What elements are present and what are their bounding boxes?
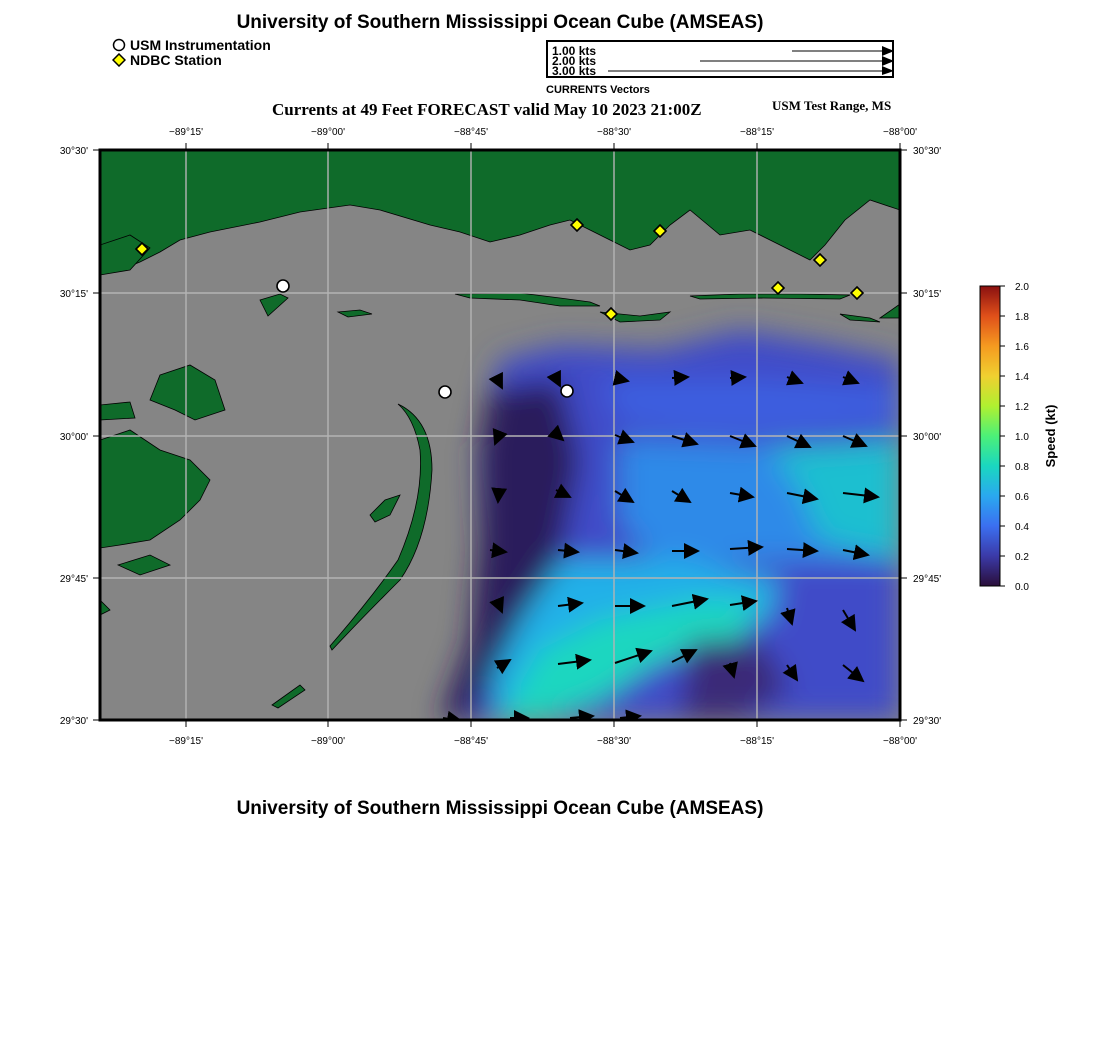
colorbar-tick: 0.6 (1015, 492, 1029, 503)
lon-tick-bottom: −88°15' (740, 736, 774, 747)
vector-key-caption: CURRENTS Vectors (546, 84, 650, 96)
usm-station (439, 386, 451, 398)
colorbar-tick: 1.6 (1015, 342, 1029, 353)
colorbar-gradient (980, 286, 1000, 586)
lon-tick-top: −88°15' (740, 127, 774, 138)
lon-tick-bottom: −89°15' (169, 736, 203, 747)
colorbar-tick: 1.8 (1015, 312, 1029, 323)
colorbar-tick: 0.2 (1015, 552, 1029, 563)
colorbar-tick: 0.4 (1015, 522, 1029, 533)
vector-key-1: 1.00 kts (552, 44, 597, 58)
lat-tick-right: 30°00' (913, 432, 942, 443)
vector-key-3: 3.00 kts (552, 64, 597, 78)
lon-tick-top: −88°00' (883, 127, 917, 138)
lat-tick-right: 30°30' (913, 146, 942, 157)
colorbar-tick: 2.0 (1015, 282, 1029, 293)
legend-usm-label: USM Instrumentation (130, 37, 271, 53)
map-subtitle: Currents at 49 Feet FORECAST valid May 10 2023 21:00Z (272, 100, 702, 119)
lat-tick-right: 29°30' (913, 716, 942, 727)
lat-tick-left: 30°00' (59, 432, 88, 443)
map-title: University of Southern Mississippi Ocean Cube (AMSEAS) (236, 12, 764, 33)
lat-tick-right: 29°45' (913, 574, 942, 585)
colorbar-tick: 1.0 (1015, 432, 1029, 443)
usm-station (277, 280, 289, 292)
vector (498, 490, 499, 502)
lon-tick-bottom: −88°45' (454, 736, 488, 747)
usm-station (561, 385, 573, 397)
lon-tick-bottom: −89°00' (311, 736, 345, 747)
map-area (100, 150, 900, 721)
vector-key-2: 2.00 kts (552, 54, 597, 68)
lat-tick-left: 29°30' (59, 716, 88, 727)
legend-ndbc-label: NDBC Station (130, 52, 222, 68)
colorbar-tick: 1.2 (1015, 402, 1029, 413)
lon-tick-top: −89°00' (311, 127, 345, 138)
lon-tick-top: −88°45' (454, 127, 488, 138)
colorbar-label: Speed (kt) (1043, 404, 1058, 468)
colorbar-tick: 0.0 (1015, 582, 1029, 593)
lon-tick-bottom: −88°30' (597, 736, 631, 747)
lat-tick-right: 30°15' (913, 289, 942, 300)
vector (672, 377, 688, 378)
colorbar-tick: 1.4 (1015, 372, 1029, 383)
speed-colorbar (980, 282, 1058, 593)
footer-title: University of Southern Mississippi Ocean Cube (AMSEAS) (236, 798, 764, 819)
lon-tick-bottom: −88°00' (883, 736, 917, 747)
lat-tick-left: 29°45' (59, 574, 88, 585)
region-label: USM Test Range, MS (772, 98, 892, 113)
lat-tick-left: 30°30' (59, 146, 88, 157)
vector (730, 377, 745, 378)
lon-tick-top: −88°30' (597, 127, 631, 138)
colorbar-tick: 0.8 (1015, 462, 1029, 473)
lon-tick-top: −89°15' (169, 127, 203, 138)
lat-tick-left: 30°15' (59, 289, 88, 300)
